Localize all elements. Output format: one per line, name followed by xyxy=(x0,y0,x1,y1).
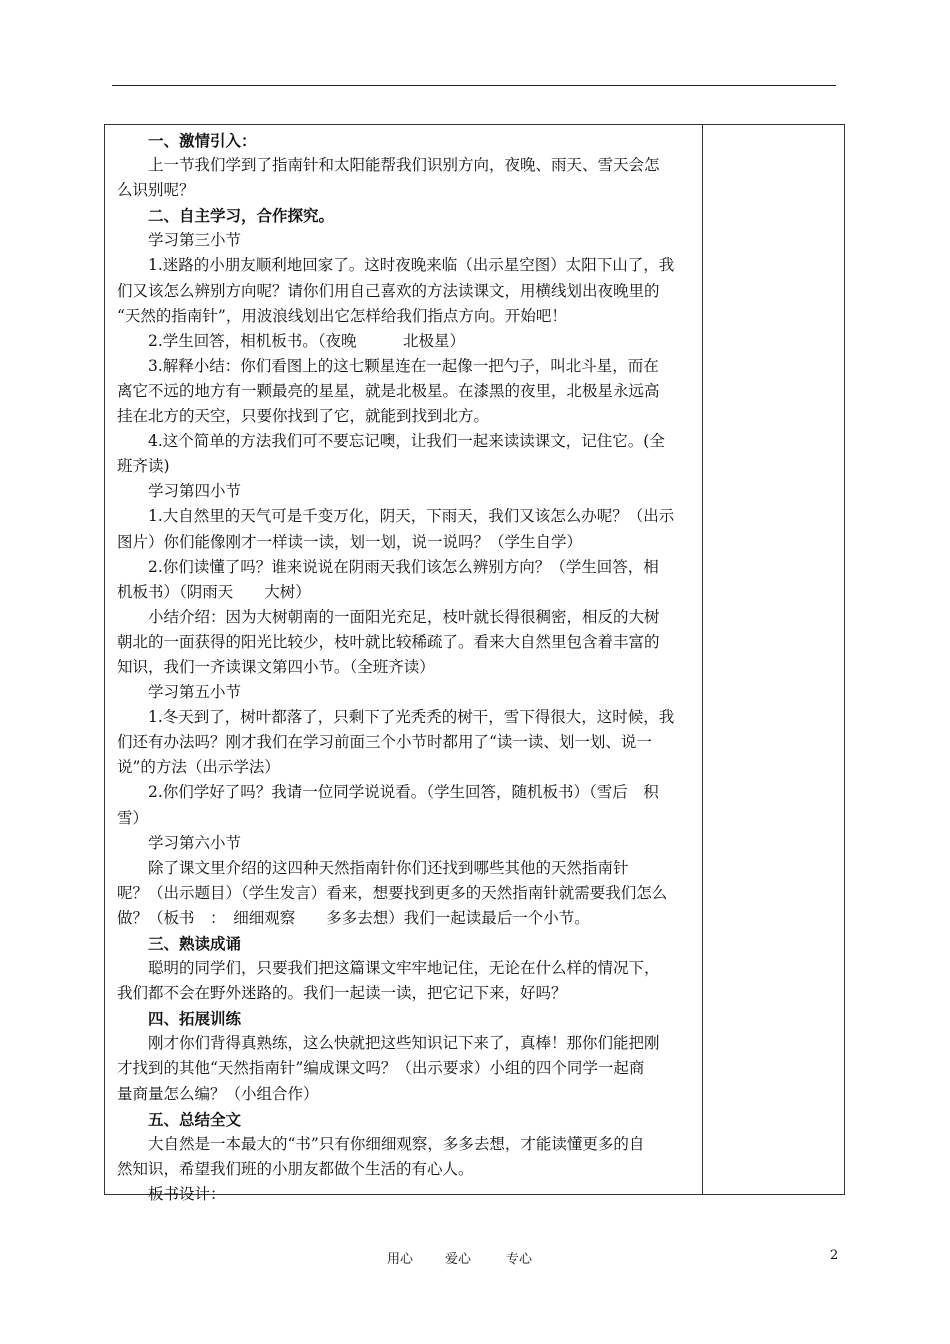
text-line: 1.迷路的小朋友顺利地回家了。这时夜晚来临（出示星空图）太阳下山了，我 xyxy=(148,256,675,275)
text-line: 聪明的同学们，只要我们把这篇课文牢牢地记住，无论在什么样的情况下， xyxy=(148,959,660,978)
text-line: 班齐读) xyxy=(117,457,170,476)
text-line: 小结介绍：因为大树朝南的一面阳光充足，枝叶就长得很稠密，相反的大树 xyxy=(148,607,660,626)
text-line: 们又该怎么辨别方向呢？请你们用自己喜欢的方法读课文，用横线划出夜晚里的 xyxy=(117,281,660,300)
text-line: 离它不远的地方有一颗最亮的星星，就是北极星。在漆黑的夜里，北极星永远高 xyxy=(117,381,660,400)
text-line: 们还有办法吗？刚才我们在学习前面三个小节时都用了“读一读、划一划、说一 xyxy=(117,733,652,752)
text-line: 说”的方法（出示学法） xyxy=(117,758,280,777)
text-line: 呢？（出示题目）（学生发言）看来，想要找到更多的天然指南针就需要我们怎么 xyxy=(117,883,668,902)
section-heading: 五、总结全文 xyxy=(148,1109,242,1129)
text-line: 1.冬天到了，树叶都落了，只剩下了光秃秃的树干，雪下得很大，这时候，我 xyxy=(148,708,675,727)
text-line: 我们都不会在野外迷路的。我们一起读一读，把它记下来，好吗？ xyxy=(117,984,567,1003)
text-line: 1.大自然里的天气可是千变万化，阴天，下雨天，我们又该怎么办呢？（出示 xyxy=(148,507,675,526)
text-line: 做？（板书 ： 细细观察 多多去想）我们一起读最后一个小节。 xyxy=(117,908,590,927)
text-line: 板书设计： xyxy=(148,1184,226,1203)
text-line: 学习第六小节 xyxy=(148,833,242,852)
footer-motto-2: 爱心 xyxy=(445,1252,472,1267)
footer-motto-1: 用心 xyxy=(387,1252,414,1267)
text-line: 知识，我们一齐读课文第四小节。（全班齐读） xyxy=(117,657,435,676)
text-line: “天然的指南针”，用波浪线划出它怎样给我们指点方向。开始吧！ xyxy=(117,306,567,325)
text-line: 2.你们学好了吗？我请一位同学说说看。（学生回答，随机板书）（雪后 积 xyxy=(148,783,659,802)
text-line: 机板书）（阴雨天 大树） xyxy=(117,582,311,601)
text-line: 3.解释小结：你们看图上的这七颗星连在一起像一把勺子，叫北斗星，而在 xyxy=(148,356,659,375)
text-line: 才找到的其他“天然指南针”编成课文吗？（出示要求）小组的四个同学一起商 xyxy=(117,1059,645,1078)
section-heading: 二、自主学习，合作探究。 xyxy=(148,206,335,226)
text-line: 2.学生回答，相机板书。（夜晚 北极星） xyxy=(148,331,466,350)
text-line: 刚才你们背得真熟练，这么快就把这些知识记下来了，真棒！那你们能把刚 xyxy=(148,1034,660,1053)
header-rule xyxy=(112,85,836,86)
text-line: 然知识，希望我们班的小朋友都做个生活的有心人。 xyxy=(117,1159,474,1178)
text-line: 图片）你们能像刚才一样读一读，划一划，说一说吗？（学生自学） xyxy=(117,532,583,551)
notes-column-divider xyxy=(702,125,703,1194)
text-line: 朝北的一面获得的阳光比较少，枝叶就比较稀疏了。看来大自然里包含着丰富的 xyxy=(117,632,660,651)
footer-motto-3: 专心 xyxy=(506,1252,533,1267)
text-line: 量商量怎么编？（小组合作） xyxy=(117,1084,319,1103)
text-line: 雪） xyxy=(117,808,149,827)
page-footer xyxy=(0,1248,950,1268)
text-line: 学习第三小节 xyxy=(148,231,242,250)
text-line: 上一节我们学到了指南针和太阳能帮我们识别方向，夜晚、雨天、雪天会怎 xyxy=(148,156,660,175)
text-line: 大自然是一本最大的“书”只有你细细观察，多多去想，才能读懂更多的自 xyxy=(148,1134,645,1153)
text-line: 学习第五小节 xyxy=(148,683,242,702)
section-heading: 三、熟读成诵 xyxy=(148,934,242,953)
lesson-content-cell xyxy=(117,128,693,1207)
section-heading: 四、拓展训练 xyxy=(148,1009,242,1029)
text-line: 4.这个简单的方法我们可不要忘记噢，让我们一起来读读课文，记住它。(全 xyxy=(148,432,665,451)
section-heading: 一、激情引入： xyxy=(148,131,257,150)
page-number: 2 xyxy=(830,1248,839,1263)
lesson-plan-table xyxy=(104,124,845,1203)
text-line: 学习第四小节 xyxy=(148,482,242,501)
text-line: 除了课文里介绍的这四种天然指南针你们还找到哪些其他的天然指南针 xyxy=(148,858,629,877)
text-line: 挂在北方的天空，只要你找到了它，就能到找到北方。 xyxy=(117,407,490,426)
text-line: 2.你们读懂了吗？谁来说说在阴雨天我们该怎么辨别方向？（学生回答，相 xyxy=(148,557,659,576)
text-line: 么识别呢？ xyxy=(117,181,195,200)
